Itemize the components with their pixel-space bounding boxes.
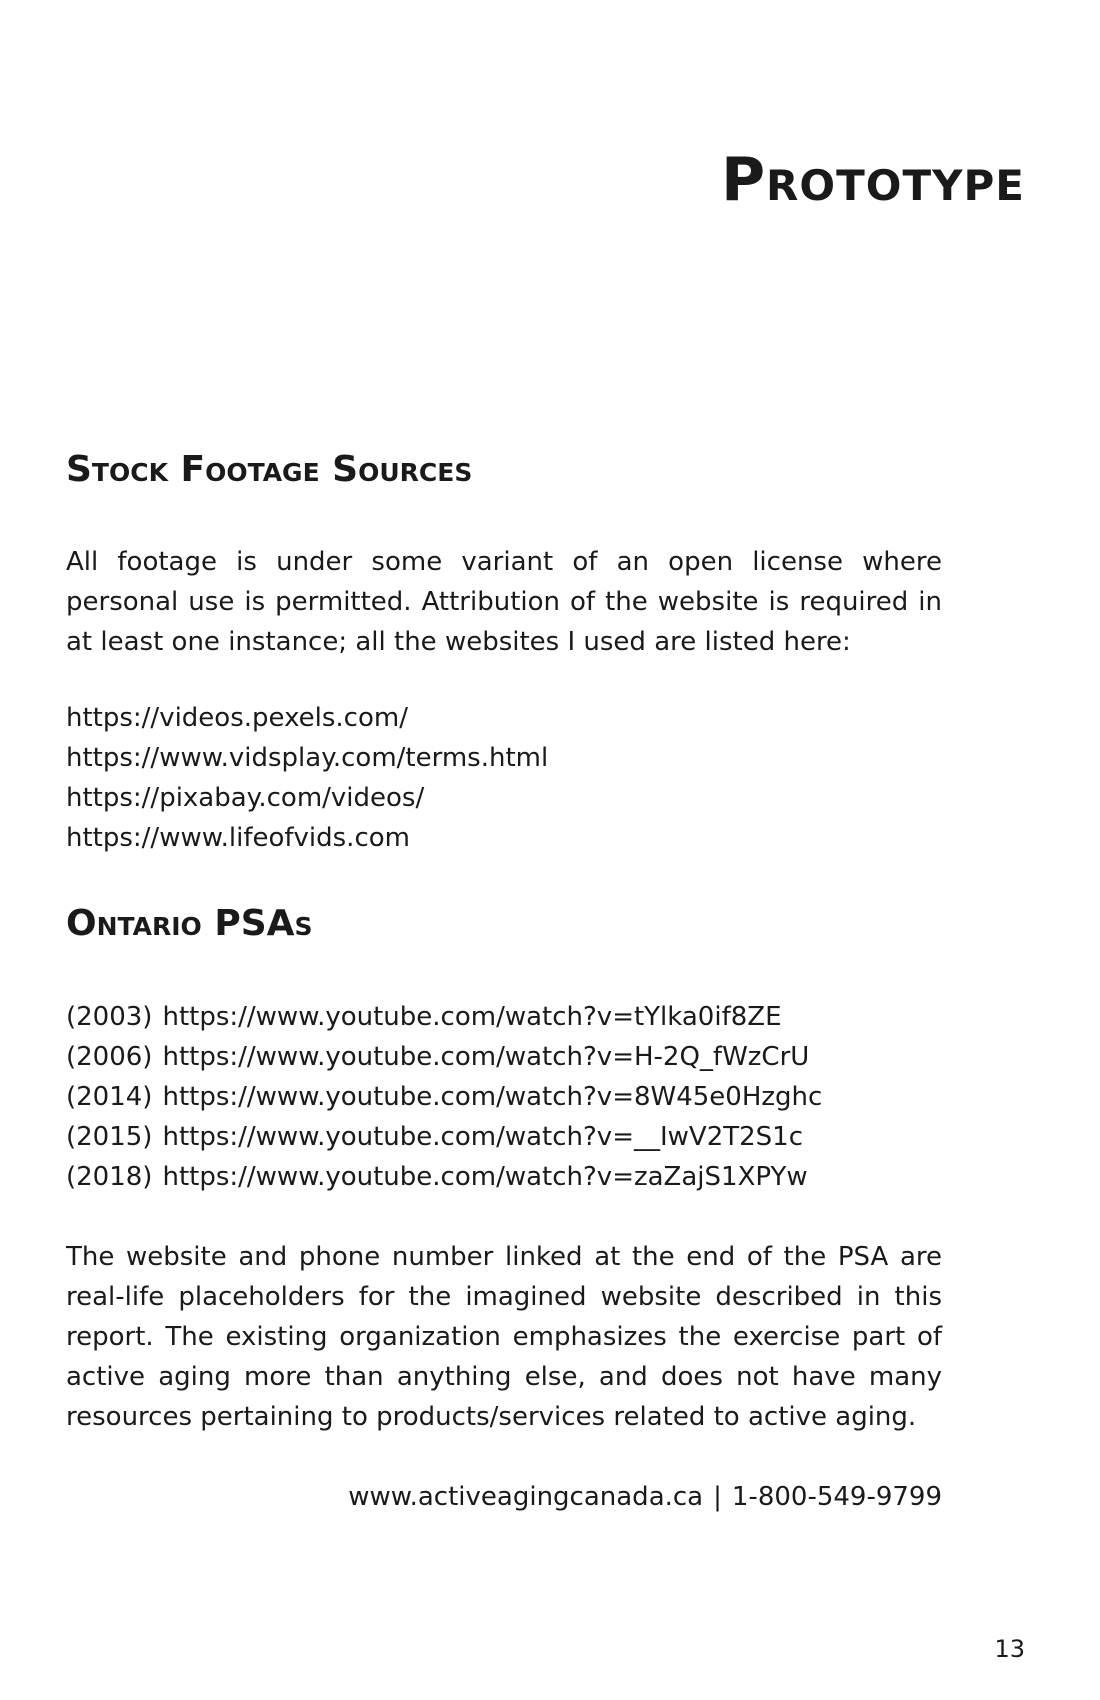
psa-year: (2003) [66, 1002, 153, 1032]
list-item [66, 1077, 822, 1117]
psa-link[interactable]: https://www.youtube.com/watch?v=zaZajS1XPYw [162, 1162, 808, 1192]
stock-link-lifeofvids[interactable]: https://www.lifeofvids.com [66, 823, 410, 853]
list-item [66, 698, 548, 738]
list-item [66, 738, 548, 778]
psa-link[interactable]: https://www.youtube.com/watch?v=tYlka0if8ZE [162, 1002, 782, 1032]
psa-link[interactable]: https://www.youtube.com/watch?v=8W45e0Hzghc [162, 1082, 823, 1112]
psa-year: (2006) [66, 1042, 153, 1072]
psa-link[interactable]: https://www.youtube.com/watch?v=__IwV2T2S1c [162, 1122, 803, 1152]
list-item [66, 818, 548, 858]
contact-phone: 1-800-549-9799 [731, 1482, 942, 1512]
list-item [66, 1117, 822, 1157]
contact-website: www.activeagingcanada.ca [348, 1482, 704, 1512]
list-item [66, 997, 822, 1037]
list-item [66, 1157, 822, 1197]
page-number: 13 [994, 1635, 1025, 1663]
psa-year: (2014) [66, 1082, 153, 1112]
stock-footage-paragraph: All footage is under some variant of an open license where personal use is permitted. Attribution of the website is required in at least one instance; all the websites I used are listed here: [66, 547, 942, 657]
stock-footage-link-list [66, 698, 548, 858]
stock-link-vidsplay[interactable]: https://www.vidsplay.com/terms.html [66, 743, 549, 773]
page-title: Prototype [721, 145, 1025, 215]
list-item [66, 778, 548, 818]
psa-year: (2018) [66, 1162, 153, 1192]
contact-line [348, 1477, 942, 1517]
psa-link[interactable]: https://www.youtube.com/watch?v=H-2Q_fWzCrU [162, 1042, 810, 1072]
psa-link-list [66, 997, 822, 1197]
psa-year: (2015) [66, 1122, 153, 1152]
ontario-psas-heading: Ontario PSAs [66, 903, 313, 944]
stock-link-pixabay[interactable]: https://pixabay.com/videos/ [66, 783, 425, 813]
stock-footage-heading: Stock Footage Sources [66, 449, 473, 490]
list-item [66, 1037, 822, 1077]
psa-paragraph: The website and phone number linked at the end of the PSA are real-life placeholders for the imagined website described in this report. The existing organization emphasizes the exercise part of active aging more than anything else, and does not have many resources pertaining to products/services related to active aging. [66, 1242, 942, 1432]
contact-separator: | [713, 1482, 722, 1512]
stock-link-pexels[interactable]: https://videos.pexels.com/ [66, 703, 408, 733]
